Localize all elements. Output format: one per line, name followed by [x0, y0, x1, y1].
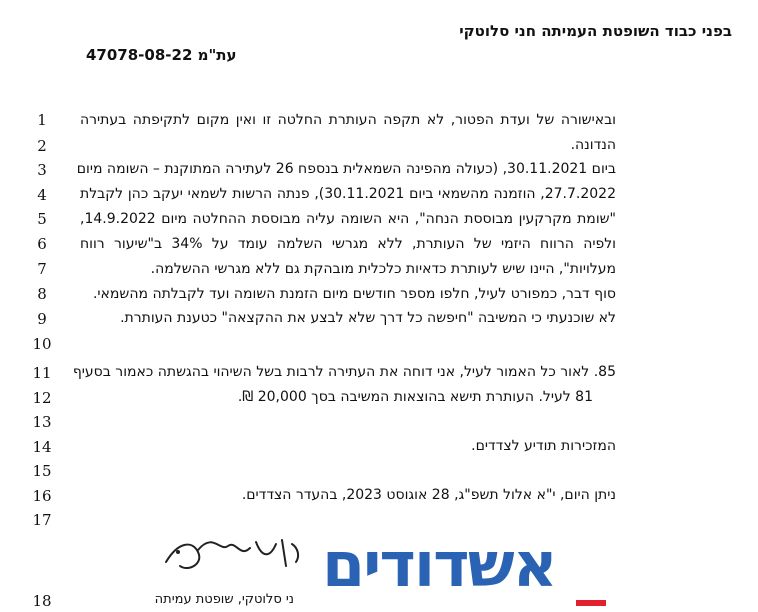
- line-number: 18: [32, 592, 52, 610]
- signature-block: [154, 522, 314, 612]
- body-line: ניתן היום, י"א אלול תשפ"ג, 28 אוגוסט 2023, בהעדר הצדדים.: [241, 487, 616, 503]
- line-number: 16: [32, 487, 52, 505]
- watermark-accent-bar: [576, 600, 606, 606]
- body-line: המזכירות תודיע לצדדים.: [471, 438, 616, 454]
- line-number: 14: [32, 438, 52, 456]
- body-line: 27.7.2022, הוזמנה מהשמאי ביום 30.11.2021), פנתה הרשות לשמאי יעקב כהן לקבלת: [80, 186, 616, 202]
- signature-scribble: [158, 522, 308, 580]
- case-number: עת"מ 47078-08-22: [86, 46, 237, 64]
- line-number: 13: [32, 413, 52, 431]
- body-line: לא שוכנעתי כי המשיבה "חיפשה כל דרך שלא לבצע את ההקצאה" כטענת העותרת.: [120, 310, 616, 326]
- line-number: 1: [37, 111, 47, 129]
- line-number: 15: [32, 462, 52, 480]
- body-line: ולפיה הרווח היזמי של העותרת, ללא מגרשי השלמה עומד על 34% ב"שיעור רווח: [80, 236, 616, 252]
- line-number: 8: [37, 285, 47, 303]
- line-number: 4: [37, 186, 47, 204]
- body-line: "שומת מקרקעין מבוססת הנחה", היא השומה עליה מבוססת ההחלטה מיום 14.9.2022,: [80, 211, 616, 227]
- line-number: 17: [32, 511, 52, 529]
- line-number: 2: [37, 137, 47, 155]
- signature-name: ני סלוטקי, שופטת עמיתה: [154, 592, 294, 607]
- court-title: בפני כבוד השופטת העמיתה חני סלוטקי: [459, 22, 732, 40]
- line-number: 3: [37, 161, 47, 179]
- body-line: סוף דבר, כמפורט לעיל, חלפו מספר חודשים מיום הזמנת השומה ועד לקבלתה מהשמאי.: [92, 286, 616, 302]
- body-line: הנדונה.: [570, 137, 616, 153]
- line-number: 11: [32, 364, 52, 382]
- body-line: 85. לאור כל האמור לעיל, אני דוחה את העתירה לרבות בשל השיהוי בהגשתה כאמור בסעיף: [72, 364, 616, 380]
- body-line: ובאישורה של ועדת הפטור, לא תקפה העותרת החלטה זו ואין מקום לתקיפתה בעתירה: [80, 112, 616, 128]
- line-number: 5: [37, 210, 47, 228]
- line-number: 10: [32, 335, 52, 353]
- line-number: 12: [32, 389, 52, 407]
- body-line: מעלויות", היינו שיש לעותרת כדאיות כלכלית מובהקת גם ללא מגרשי ההשלמה.: [150, 261, 616, 277]
- line-number: 6: [37, 235, 47, 253]
- line-number: 7: [37, 260, 47, 278]
- body-line: ביום 30.11.2021, (כעולה מהפינה השמאלית בנספח 26 לעתירה המתוקנת – השומה מיום: [76, 161, 616, 177]
- body-line: 81 לעיל. העותרת תישא בהוצאות המשיבה בסך 20,000 ₪.: [237, 389, 593, 405]
- line-number: 9: [37, 310, 47, 328]
- watermark-logo: אשדודים: [322, 528, 556, 601]
